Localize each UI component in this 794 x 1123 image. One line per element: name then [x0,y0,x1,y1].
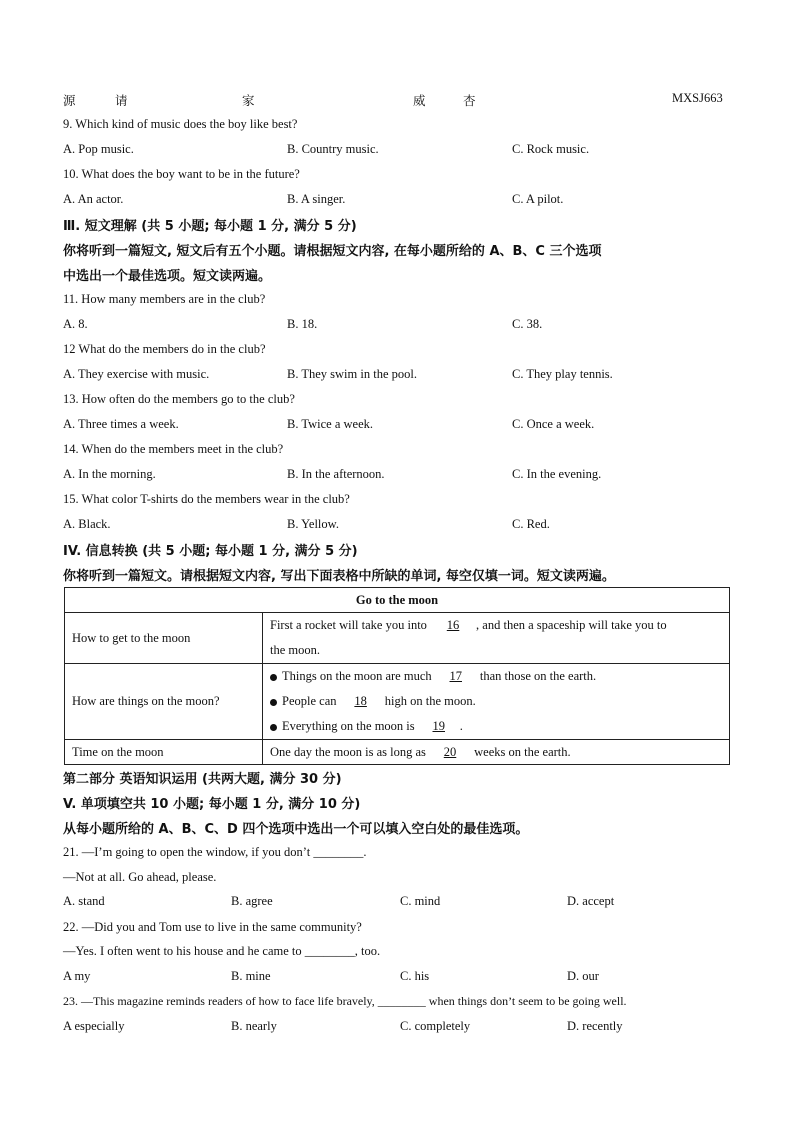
question-15: 15. What color T-shirts do the members wear in the club? [63,492,350,506]
section-4-instruction: 你将听到一篇短文。请根据短文内容, 写出下面表格中所缺的单词, 每空仅填一词。短文读两遍。 [63,569,615,584]
table-row-1-label: How to get to the moon [65,613,263,664]
table-row-2-content: Things on the moon are much 17 than those on the earth. People can 18 high on the moon. Everything on the moon is 19 . [263,664,730,740]
q11-option-c[interactable]: C. 38. [512,317,543,331]
question-21: 21. —I’m going to open the window, if you don’t ________. [63,845,367,859]
question-12: 12 What do the members do in the club? [63,342,266,356]
q22-option-b[interactable]: B. mine [231,969,271,983]
section-3-instruction-2: 中选出一个最佳选项。短文读两遍。 [63,269,272,284]
header-char-3: 家 [242,94,255,108]
q23-option-b[interactable]: B. nearly [231,1019,277,1033]
q23-option-c[interactable]: C. completely [400,1019,471,1033]
header-char-4: 威 [413,94,426,108]
q14-option-c[interactable]: C. In the evening. [512,467,602,481]
q22-option-a[interactable]: A my [63,969,91,983]
q15-option-a[interactable]: A. Black. [63,517,111,531]
header-code: MXSJ663 [672,91,723,105]
q14-option-a[interactable]: A. In the morning. [63,467,156,481]
header-char-1: 源 [63,94,76,108]
q23-option-a[interactable]: A especially [63,1019,125,1033]
table-row-3-label: Time on the moon [65,740,263,765]
q22-option-c[interactable]: C. his [400,969,430,983]
bullet-icon [270,724,277,731]
bullet-icon [270,699,277,706]
q9-option-b[interactable]: B. Country music. [287,142,379,156]
q22-option-d[interactable]: D. our [567,969,599,983]
section-4-title: IV. 信息转换 (共 5 小题; 每小题 1 分, 满分 5 分) [63,544,358,559]
table-row-1-content: First a rocket will take you into 16 , and then a spaceship will take you to the moon. [263,613,730,664]
table-header: Go to the moon [65,588,730,613]
q10-option-b[interactable]: B. A singer. [287,192,346,206]
section-3-instruction-1: 你将听到一篇短文, 短文后有五个小题。请根据短文内容, 在每小题所给的 A、B、C 三个选项 [63,244,602,259]
question-22: 22. —Did you and Tom use to live in the same community? [63,920,362,934]
q13-option-c[interactable]: C. Once a week. [512,417,595,431]
q15-option-c[interactable]: C. Red. [512,517,550,531]
bullet-icon [270,674,277,681]
header-char-5: 杏 [463,94,476,108]
q23-option-d[interactable]: D. recently [567,1019,623,1033]
q11-option-b[interactable]: B. 18. [287,317,318,331]
q21-option-a[interactable]: A. stand [63,894,105,908]
q11-option-a[interactable]: A. 8. [63,317,88,331]
q10-option-c[interactable]: C. A pilot. [512,192,564,206]
table-row-2-label: How are things on the moon? [65,664,263,740]
q9-option-a[interactable]: A. Pop music. [63,142,134,156]
section-5-title: V. 单项填空共 10 小题; 每小题 1 分, 满分 10 分) [63,797,361,812]
q21-option-b[interactable]: B. agree [231,894,273,908]
blank-17[interactable]: 17 [449,669,462,683]
section-5-instruction: 从每小题所给的 A、B、C、D 四个选项中选出一个可以填入空白处的最佳选项。 [63,822,529,837]
q14-option-b[interactable]: B. In the afternoon. [287,467,385,481]
question-13: 13. How often do the members go to the club? [63,392,295,406]
q13-option-b[interactable]: B. Twice a week. [287,417,374,431]
q21-option-c[interactable]: C. mind [400,894,441,908]
part-2-title: 第二部分 英语知识运用 (共两大题, 满分 30 分) [63,772,342,787]
section-3-title: Ⅲ. 短文理解 (共 5 小题; 每小题 1 分, 满分 5 分) [63,219,357,234]
q13-option-a[interactable]: A. Three times a week. [63,417,179,431]
q12-option-a[interactable]: A. They exercise with music. [63,367,210,381]
table-row-3-content: One day the moon is as long as 20 weeks on the earth. [263,740,730,765]
info-table [64,587,730,765]
question-9: 9. Which kind of music does the boy like best? [63,117,298,131]
q10-option-a[interactable]: A. An actor. [63,192,124,206]
question-10: 10. What does the boy want to be in the future? [63,167,300,181]
q22-reply: —Yes. I often went to his house and he came to ________, too. [63,944,381,958]
question-11: 11. How many members are in the club? [63,292,266,306]
q12-option-c[interactable]: C. They play tennis. [512,367,613,381]
blank-19[interactable]: 19 [432,719,445,733]
header-char-2: 请 [115,94,128,108]
q12-option-b[interactable]: B. They swim in the pool. [287,367,417,381]
question-23: 23. —This magazine reminds readers of how to face life bravely, ________ when things don’t seem to be going well. [63,994,627,1008]
q15-option-b[interactable]: B. Yellow. [287,517,339,531]
blank-16[interactable]: 16 [446,618,460,632]
q21-option-d[interactable]: D. accept [567,894,615,908]
q9-option-c[interactable]: C. Rock music. [512,142,590,156]
question-14: 14. When do the members meet in the club? [63,442,284,456]
q21-reply: —Not at all. Go ahead, please. [63,870,217,884]
blank-20[interactable]: 20 [443,744,457,759]
blank-18[interactable]: 18 [354,694,367,708]
